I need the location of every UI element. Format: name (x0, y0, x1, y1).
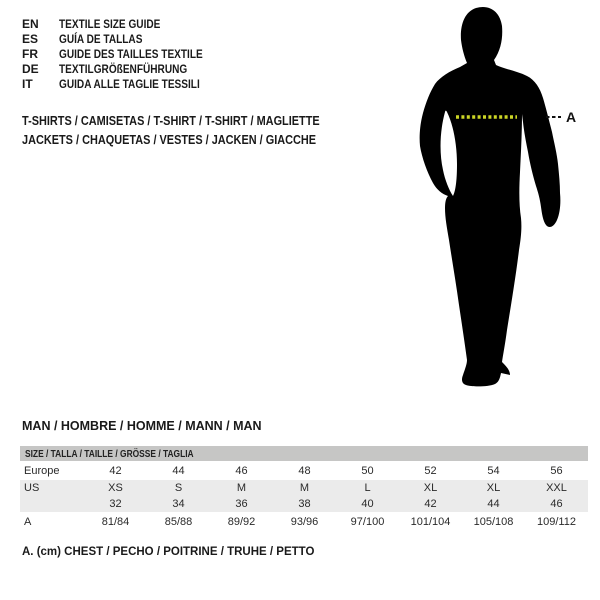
cell: 52 (424, 464, 437, 477)
language-list (22, 17, 230, 92)
language-label: TEXTILE SIZE GUIDE (59, 17, 161, 31)
table-row-uk (20, 496, 588, 512)
section-title-text: MAN / HOMBRE / HOMME / MANN / MAN (22, 419, 262, 433)
cell: M (236, 482, 247, 494)
size-table (20, 446, 588, 531)
language-row-it (22, 77, 230, 92)
cell: 101/104 (410, 515, 451, 528)
cell: 32 (109, 498, 122, 510)
table-row-chest-a (20, 512, 588, 531)
language-code: DE (22, 62, 39, 76)
cell: 34 (172, 498, 185, 510)
footnote-chest-measure (22, 546, 314, 558)
cell: 48 (298, 464, 311, 477)
cell: XL (423, 482, 438, 494)
row-label: Europe (24, 464, 60, 477)
cell: 89/92 (227, 515, 256, 528)
language-label: GUÍA DE TALLAS (59, 32, 143, 46)
cell: 44 (487, 498, 500, 510)
cell: 42 (109, 464, 122, 477)
cell: XS (108, 482, 123, 494)
cell: 93/96 (290, 515, 319, 528)
language-row-fr (22, 47, 230, 62)
cell: S (174, 482, 183, 494)
cell: XXL (546, 482, 567, 494)
language-code: IT (22, 77, 33, 91)
cell: 50 (361, 464, 374, 477)
language-row-es (22, 32, 230, 47)
cell: 81/84 (101, 515, 130, 528)
section-title-man (22, 419, 262, 433)
language-label: GUIDA ALLE TAGLIE TESSILI (59, 77, 200, 91)
language-code: FR (22, 47, 38, 61)
table-row-us (20, 480, 588, 496)
cell: 46 (550, 498, 563, 510)
table-row-europe (20, 461, 588, 480)
man-silhouette-svg (400, 0, 600, 400)
cell: L (364, 482, 371, 494)
cell: 36 (235, 498, 248, 510)
cell: 46 (235, 464, 248, 477)
language-code: ES (22, 32, 39, 46)
language-label: GUIDE DES TAILLES TEXTILE (59, 47, 203, 61)
category-jackets: JACKETS / CHAQUETAS / VESTES / JACKEN / GIACCHE (22, 132, 317, 147)
row-label: US (24, 482, 40, 494)
cell: 42 (424, 498, 437, 510)
cell: 109/112 (537, 515, 576, 528)
cell: 38 (298, 498, 311, 510)
cell: XL (486, 482, 501, 494)
language-row-de (22, 62, 230, 77)
cell: M (299, 482, 310, 494)
cell: 56 (550, 464, 563, 477)
size-table-header-text: SIZE / TALLA / TAILLE / GRÖSSE / TAGLIA (25, 447, 194, 460)
cell: 54 (487, 464, 500, 477)
language-label: TEXTILGRÖßENFÜHRUNG (59, 62, 188, 76)
language-row-en (22, 17, 230, 32)
row-label: A (24, 515, 32, 528)
cell: 97/100 (350, 515, 385, 528)
measure-label-a: A (566, 109, 577, 125)
cell: 40 (361, 498, 374, 510)
cell: 44 (172, 464, 185, 477)
man-silhouette-figure (400, 0, 600, 400)
cell: 85/88 (164, 515, 193, 528)
size-table-header (20, 446, 588, 461)
footnote-text: A. (cm) CHEST / PECHO / POITRINE / TRUHE / PETTO (22, 546, 315, 558)
category-tshirts: T-SHIRTS / CAMISETAS / T-SHIRT / T-SHIRT / MAGLIETTE (22, 113, 320, 128)
garment-categories (22, 111, 376, 149)
man-silhouette-shape (420, 7, 561, 386)
cell: 105/108 (473, 515, 514, 528)
language-code: EN (22, 17, 39, 31)
